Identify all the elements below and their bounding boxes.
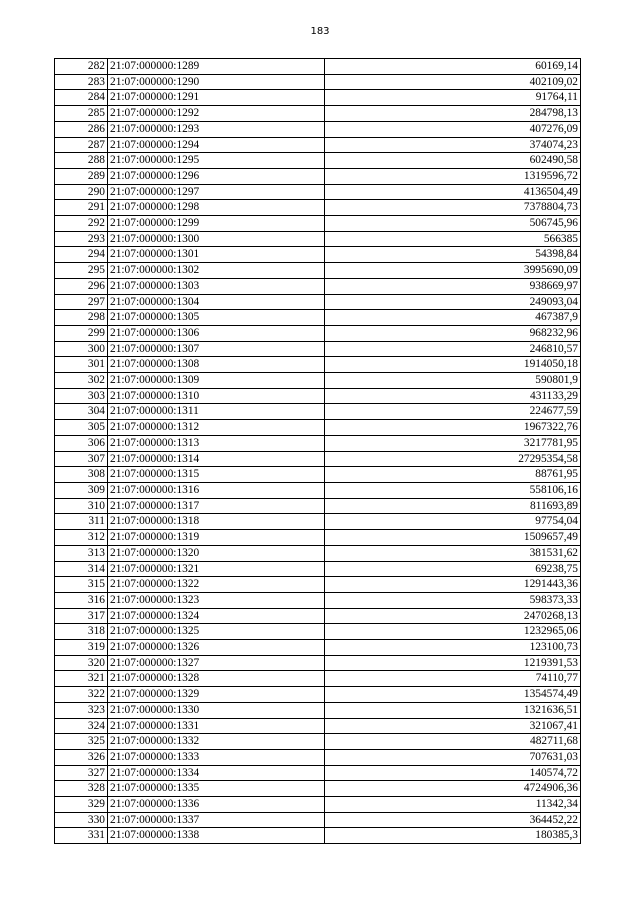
cadastral-number: 21:07:000000:1319 xyxy=(108,530,325,546)
row-number: 295 xyxy=(55,263,108,279)
cadastral-value: 374074,23 xyxy=(325,137,581,153)
cadastral-number: 21:07:000000:1327 xyxy=(108,655,325,671)
table-row xyxy=(55,482,581,498)
table-row xyxy=(55,734,581,750)
row-number: 316 xyxy=(55,592,108,608)
cadastral-number: 21:07:000000:1335 xyxy=(108,781,325,797)
table-row xyxy=(55,687,581,703)
cadastral-number: 21:07:000000:1300 xyxy=(108,231,325,247)
row-number: 321 xyxy=(55,671,108,687)
cadastral-value: 180385,3 xyxy=(325,828,581,844)
table-row xyxy=(55,812,581,828)
row-number: 298 xyxy=(55,310,108,326)
cadastral-number: 21:07:000000:1336 xyxy=(108,797,325,813)
table-row xyxy=(55,404,581,420)
row-number: 282 xyxy=(55,59,108,75)
cadastral-number: 21:07:000000:1337 xyxy=(108,812,325,828)
cadastral-value: 249093,04 xyxy=(325,294,581,310)
cadastral-value: 506745,96 xyxy=(325,216,581,232)
row-number: 305 xyxy=(55,420,108,436)
table-row xyxy=(55,467,581,483)
table-row xyxy=(55,781,581,797)
cadastral-value: 431133,29 xyxy=(325,388,581,404)
table-row xyxy=(55,451,581,467)
row-number: 318 xyxy=(55,624,108,640)
cadastral-value: 74110,77 xyxy=(325,671,581,687)
row-number: 325 xyxy=(55,734,108,750)
row-number: 288 xyxy=(55,153,108,169)
row-number: 331 xyxy=(55,828,108,844)
cadastral-value: 381531,62 xyxy=(325,545,581,561)
cadastral-value: 364452,22 xyxy=(325,812,581,828)
cadastral-value: 1219391,53 xyxy=(325,655,581,671)
cadastral-value: 602490,58 xyxy=(325,153,581,169)
table-row xyxy=(55,388,581,404)
row-number: 315 xyxy=(55,577,108,593)
cadastral-value: 246810,57 xyxy=(325,341,581,357)
row-number: 284 xyxy=(55,90,108,106)
cadastral-value: 3995690,09 xyxy=(325,263,581,279)
table-row xyxy=(55,498,581,514)
cadastral-value: 1319596,72 xyxy=(325,168,581,184)
cadastral-value: 566385 xyxy=(325,231,581,247)
cadastral-number: 21:07:000000:1306 xyxy=(108,325,325,341)
row-number: 299 xyxy=(55,325,108,341)
table-row xyxy=(55,325,581,341)
row-number: 294 xyxy=(55,247,108,263)
cadastral-number: 21:07:000000:1330 xyxy=(108,702,325,718)
row-number: 330 xyxy=(55,812,108,828)
row-number: 296 xyxy=(55,278,108,294)
cadastral-number: 21:07:000000:1295 xyxy=(108,153,325,169)
cadastral-value: 1967322,76 xyxy=(325,420,581,436)
cadastral-value: 402109,02 xyxy=(325,74,581,90)
table-row xyxy=(55,247,581,263)
cadastral-number: 21:07:000000:1304 xyxy=(108,294,325,310)
cadastral-number: 21:07:000000:1293 xyxy=(108,121,325,137)
cadastral-value: 11342,34 xyxy=(325,797,581,813)
table-row xyxy=(55,153,581,169)
row-number: 323 xyxy=(55,702,108,718)
row-number: 322 xyxy=(55,687,108,703)
table-row xyxy=(55,514,581,530)
cadastral-number: 21:07:000000:1328 xyxy=(108,671,325,687)
cadastral-number: 21:07:000000:1329 xyxy=(108,687,325,703)
row-number: 302 xyxy=(55,373,108,389)
row-number: 310 xyxy=(55,498,108,514)
table-row xyxy=(55,137,581,153)
cadastral-value: 27295354,58 xyxy=(325,451,581,467)
cadastral-number: 21:07:000000:1312 xyxy=(108,420,325,436)
cadastral-number: 21:07:000000:1301 xyxy=(108,247,325,263)
table-row xyxy=(55,561,581,577)
cadastral-value: 1321636,51 xyxy=(325,702,581,718)
table-row xyxy=(55,106,581,122)
cadastral-value: 2470268,13 xyxy=(325,608,581,624)
row-number: 303 xyxy=(55,388,108,404)
table-row xyxy=(55,168,581,184)
row-number: 306 xyxy=(55,435,108,451)
row-number: 308 xyxy=(55,467,108,483)
table-row xyxy=(55,718,581,734)
cadastral-value: 224677,59 xyxy=(325,404,581,420)
row-number: 301 xyxy=(55,357,108,373)
cadastral-number: 21:07:000000:1316 xyxy=(108,482,325,498)
cadastral-value: 467387,9 xyxy=(325,310,581,326)
table-row xyxy=(55,263,581,279)
table-row xyxy=(55,278,581,294)
row-number: 300 xyxy=(55,341,108,357)
cadastral-number: 21:07:000000:1307 xyxy=(108,341,325,357)
cadastral-value: 97754,04 xyxy=(325,514,581,530)
cadastral-value: 558106,16 xyxy=(325,482,581,498)
cadastral-number: 21:07:000000:1314 xyxy=(108,451,325,467)
table-row xyxy=(55,577,581,593)
row-number: 285 xyxy=(55,106,108,122)
cadastral-number: 21:07:000000:1318 xyxy=(108,514,325,530)
cadastral-value: 69238,75 xyxy=(325,561,581,577)
row-number: 329 xyxy=(55,797,108,813)
cadastral-number: 21:07:000000:1294 xyxy=(108,137,325,153)
cadastral-number: 21:07:000000:1321 xyxy=(108,561,325,577)
cadastral-value: 60169,14 xyxy=(325,59,581,75)
row-number: 312 xyxy=(55,530,108,546)
cadastral-number: 21:07:000000:1332 xyxy=(108,734,325,750)
table-row xyxy=(55,184,581,200)
cadastral-value-table xyxy=(54,58,581,844)
cadastral-number: 21:07:000000:1303 xyxy=(108,278,325,294)
cadastral-number: 21:07:000000:1289 xyxy=(108,59,325,75)
cadastral-number: 21:07:000000:1325 xyxy=(108,624,325,640)
table-row xyxy=(55,435,581,451)
cadastral-value: 123100,73 xyxy=(325,640,581,656)
table-row xyxy=(55,341,581,357)
row-number: 290 xyxy=(55,184,108,200)
cadastral-value: 811693,89 xyxy=(325,498,581,514)
row-number: 326 xyxy=(55,749,108,765)
cadastral-value: 3217781,95 xyxy=(325,435,581,451)
table-row xyxy=(55,373,581,389)
cadastral-number: 21:07:000000:1315 xyxy=(108,467,325,483)
cadastral-number: 21:07:000000:1338 xyxy=(108,828,325,844)
cadastral-value: 91764,11 xyxy=(325,90,581,106)
row-number: 317 xyxy=(55,608,108,624)
cadastral-number: 21:07:000000:1291 xyxy=(108,90,325,106)
cadastral-number: 21:07:000000:1290 xyxy=(108,74,325,90)
cadastral-value: 1291443,36 xyxy=(325,577,581,593)
cadastral-number: 21:07:000000:1320 xyxy=(108,545,325,561)
table-row xyxy=(55,671,581,687)
cadastral-number: 21:07:000000:1292 xyxy=(108,106,325,122)
row-number: 287 xyxy=(55,137,108,153)
row-number: 286 xyxy=(55,121,108,137)
row-number: 313 xyxy=(55,545,108,561)
cadastral-number: 21:07:000000:1298 xyxy=(108,200,325,216)
row-number: 297 xyxy=(55,294,108,310)
cadastral-value: 407276,09 xyxy=(325,121,581,137)
table-row xyxy=(55,702,581,718)
row-number: 307 xyxy=(55,451,108,467)
cadastral-number: 21:07:000000:1311 xyxy=(108,404,325,420)
cadastral-number: 21:07:000000:1299 xyxy=(108,216,325,232)
cadastral-number: 21:07:000000:1310 xyxy=(108,388,325,404)
table-body xyxy=(55,59,581,844)
table-row xyxy=(55,74,581,90)
table-row xyxy=(55,59,581,75)
row-number: 327 xyxy=(55,765,108,781)
table-row xyxy=(55,121,581,137)
cadastral-number: 21:07:000000:1308 xyxy=(108,357,325,373)
row-number: 304 xyxy=(55,404,108,420)
cadastral-value: 54398,84 xyxy=(325,247,581,263)
cadastral-value: 1354574,49 xyxy=(325,687,581,703)
table-row xyxy=(55,545,581,561)
cadastral-number: 21:07:000000:1323 xyxy=(108,592,325,608)
cadastral-value: 938669,97 xyxy=(325,278,581,294)
cadastral-value: 1914050,18 xyxy=(325,357,581,373)
table-row xyxy=(55,420,581,436)
table-row xyxy=(55,592,581,608)
table-row xyxy=(55,90,581,106)
table-row xyxy=(55,530,581,546)
cadastral-number: 21:07:000000:1333 xyxy=(108,749,325,765)
row-number: 293 xyxy=(55,231,108,247)
cadastral-number: 21:07:000000:1317 xyxy=(108,498,325,514)
cadastral-number: 21:07:000000:1305 xyxy=(108,310,325,326)
row-number: 283 xyxy=(55,74,108,90)
cadastral-number: 21:07:000000:1322 xyxy=(108,577,325,593)
table-row xyxy=(55,357,581,373)
cadastral-number: 21:07:000000:1331 xyxy=(108,718,325,734)
table-row xyxy=(55,200,581,216)
row-number: 328 xyxy=(55,781,108,797)
cadastral-value: 140574,72 xyxy=(325,765,581,781)
table-row xyxy=(55,231,581,247)
row-number: 309 xyxy=(55,482,108,498)
page-number: 183 xyxy=(310,26,330,37)
table-row xyxy=(55,310,581,326)
cadastral-number: 21:07:000000:1324 xyxy=(108,608,325,624)
cadastral-value: 4724906,36 xyxy=(325,781,581,797)
table-row xyxy=(55,216,581,232)
cadastral-number: 21:07:000000:1309 xyxy=(108,373,325,389)
cadastral-value: 1232965,06 xyxy=(325,624,581,640)
cadastral-value: 482711,68 xyxy=(325,734,581,750)
cadastral-value: 88761,95 xyxy=(325,467,581,483)
cadastral-value: 707631,03 xyxy=(325,749,581,765)
row-number: 320 xyxy=(55,655,108,671)
cadastral-value: 7378804,73 xyxy=(325,200,581,216)
cadastral-number: 21:07:000000:1296 xyxy=(108,168,325,184)
row-number: 324 xyxy=(55,718,108,734)
cadastral-value: 321067,41 xyxy=(325,718,581,734)
table-row xyxy=(55,640,581,656)
cadastral-value: 590801,9 xyxy=(325,373,581,389)
row-number: 319 xyxy=(55,640,108,656)
cadastral-value: 968232,96 xyxy=(325,325,581,341)
cadastral-value: 284798,13 xyxy=(325,106,581,122)
cadastral-number: 21:07:000000:1297 xyxy=(108,184,325,200)
cadastral-value: 4136504,49 xyxy=(325,184,581,200)
table-row xyxy=(55,294,581,310)
table-row xyxy=(55,624,581,640)
table-row xyxy=(55,797,581,813)
table-row xyxy=(55,655,581,671)
cadastral-number: 21:07:000000:1326 xyxy=(108,640,325,656)
table-row xyxy=(55,608,581,624)
cadastral-value: 598373,33 xyxy=(325,592,581,608)
row-number: 292 xyxy=(55,216,108,232)
table-row xyxy=(55,765,581,781)
row-number: 289 xyxy=(55,168,108,184)
cadastral-number: 21:07:000000:1313 xyxy=(108,435,325,451)
row-number: 311 xyxy=(55,514,108,530)
table-row xyxy=(55,828,581,844)
cadastral-number: 21:07:000000:1302 xyxy=(108,263,325,279)
cadastral-value: 1509657,49 xyxy=(325,530,581,546)
cadastral-number: 21:07:000000:1334 xyxy=(108,765,325,781)
row-number: 314 xyxy=(55,561,108,577)
row-number: 291 xyxy=(55,200,108,216)
table-row xyxy=(55,749,581,765)
